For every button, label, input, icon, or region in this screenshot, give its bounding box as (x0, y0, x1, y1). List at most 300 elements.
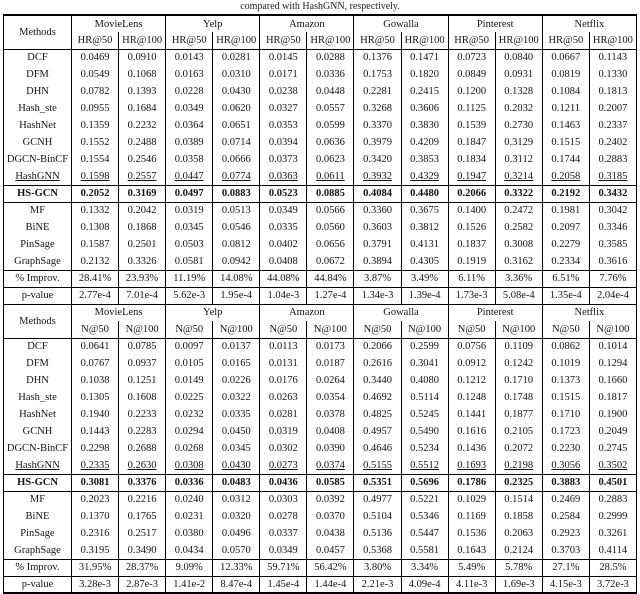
method-name-cell: HS-GCN (4, 185, 72, 202)
table-row (4, 457, 637, 474)
value-cell: 0.3346 (589, 219, 636, 236)
value-cell: 0.2325 (495, 474, 542, 491)
value-cell: 0.3112 (495, 151, 542, 168)
dataset-header-row (4, 304, 637, 321)
value-cell: 1.34e-3 (354, 287, 401, 304)
value-cell: 0.1211 (542, 100, 589, 117)
value-cell: 0.4209 (401, 134, 448, 151)
metric-header: N@50 (166, 321, 213, 338)
value-cell: 0.4329 (401, 168, 448, 185)
value-cell: 1.04e-3 (260, 287, 307, 304)
value-cell: 0.5490 (401, 423, 448, 440)
value-cell: 0.1820 (401, 66, 448, 83)
value-cell: 0.0636 (307, 134, 354, 151)
value-cell: 1.39e-4 (401, 287, 448, 304)
table-caption: compared with HashGNN, respectively. (3, 0, 637, 14)
value-cell: 0.1616 (448, 423, 495, 440)
dataset-header-row (4, 15, 637, 32)
value-cell: 0.0378 (307, 406, 354, 423)
value-cell: 0.3129 (495, 134, 542, 151)
method-name-cell: % Improv. (4, 559, 72, 576)
method-name-cell: Hash_ste (4, 389, 72, 406)
value-cell: 0.1981 (542, 202, 589, 219)
value-cell: 0.5581 (401, 542, 448, 559)
value-cell: 0.1919 (448, 253, 495, 270)
value-cell: 0.0097 (166, 338, 213, 355)
value-cell: 0.0430 (213, 83, 260, 100)
value-cell: 0.0599 (307, 117, 354, 134)
value-cell: 0.3056 (542, 457, 589, 474)
value-cell: 0.1038 (72, 372, 119, 389)
value-cell: 0.0937 (119, 355, 166, 372)
metric-header: N@100 (213, 321, 260, 338)
metric-header: HR@100 (589, 32, 636, 49)
value-cell: 0.0774 (213, 168, 260, 185)
value-cell: 0.2883 (589, 491, 636, 508)
dataset-header: Amazon (260, 304, 354, 321)
value-cell: 31.95% (72, 559, 119, 576)
metric-header: N@50 (260, 321, 307, 338)
value-cell: 0.0228 (166, 83, 213, 100)
value-cell: 0.3932 (354, 168, 401, 185)
value-cell: 0.1837 (448, 236, 495, 253)
value-cell: 0.1858 (495, 508, 542, 525)
value-cell: 0.0408 (260, 253, 307, 270)
method-name-cell: GCNH (4, 134, 72, 151)
value-cell: 0.0225 (166, 389, 213, 406)
value-cell: 0.2488 (119, 134, 166, 151)
method-name-cell: HashGNN (4, 457, 72, 474)
value-cell: 2.04e-4 (589, 287, 636, 304)
value-cell: 23.93% (119, 270, 166, 287)
value-cell: 6.51% (542, 270, 589, 287)
table-row (4, 168, 637, 185)
metric-header: N@50 (448, 321, 495, 338)
value-cell: 0.1684 (119, 100, 166, 117)
value-cell: 0.0345 (213, 440, 260, 457)
value-cell: 0.3830 (401, 117, 448, 134)
dataset-header: MovieLens (72, 304, 166, 321)
value-cell: 0.3042 (589, 202, 636, 219)
value-cell: 0.1817 (589, 389, 636, 406)
value-cell: 0.0171 (260, 66, 307, 83)
value-cell: 0.1643 (448, 542, 495, 559)
value-cell: 0.3502 (589, 457, 636, 474)
table-row (4, 219, 637, 236)
value-cell: 0.0310 (213, 66, 260, 83)
value-cell: 0.2233 (119, 406, 166, 423)
value-cell: 0.0457 (307, 542, 354, 559)
value-cell: 0.2216 (119, 491, 166, 508)
value-cell: 0.3420 (354, 151, 401, 168)
value-cell: 0.3979 (354, 134, 401, 151)
metric-header-row (4, 32, 637, 49)
value-cell: 0.0394 (260, 134, 307, 151)
value-cell: 3.28e-3 (72, 576, 119, 593)
value-cell: 1.45e-4 (260, 576, 307, 593)
value-cell: 0.1877 (495, 406, 542, 423)
value-cell: 0.1109 (495, 338, 542, 355)
table-row (4, 525, 637, 542)
value-cell: 0.3185 (589, 168, 636, 185)
value-cell: 0.0849 (448, 66, 495, 83)
method-name-cell: BiNE (4, 219, 72, 236)
value-cell: 0.1900 (589, 406, 636, 423)
value-cell: 0.0231 (166, 508, 213, 525)
value-cell: 4.11e-3 (448, 576, 495, 593)
method-name-cell: DCF (4, 49, 72, 66)
table-row (4, 338, 637, 355)
value-cell: 0.5234 (401, 440, 448, 457)
value-cell: 0.2469 (542, 491, 589, 508)
value-cell: 1.41e-2 (166, 576, 213, 593)
table-row (4, 66, 637, 83)
value-cell: 0.0812 (213, 236, 260, 253)
methods-header: Methods (4, 15, 72, 49)
value-cell: 0.2546 (119, 151, 166, 168)
value-cell: 0.3162 (495, 253, 542, 270)
value-cell: 0.4501 (589, 474, 636, 491)
value-cell: 0.0840 (495, 49, 542, 66)
value-cell: 7.76% (589, 270, 636, 287)
value-cell: 0.1744 (542, 151, 589, 168)
method-name-cell: Hash_ste (4, 100, 72, 117)
value-cell: 0.1947 (448, 168, 495, 185)
metric-header: HR@100 (495, 32, 542, 49)
dataset-header: Gowalla (354, 304, 448, 321)
value-cell: 0.3326 (119, 253, 166, 270)
value-cell: 0.0294 (166, 423, 213, 440)
value-cell: 0.0336 (166, 474, 213, 491)
value-cell: 14.08% (213, 270, 260, 287)
value-cell: 0.3490 (119, 542, 166, 559)
table-row (4, 287, 637, 304)
value-cell: 0.5114 (401, 389, 448, 406)
table-row (4, 542, 637, 559)
value-cell: 0.0281 (213, 49, 260, 66)
value-cell: 0.0278 (260, 508, 307, 525)
value-cell: 0.1693 (448, 457, 495, 474)
value-cell: 0.0319 (260, 423, 307, 440)
value-cell: 0.2999 (589, 508, 636, 525)
value-cell: 0.1400 (448, 202, 495, 219)
value-cell: 0.1471 (401, 49, 448, 66)
value-cell: 0.3376 (119, 474, 166, 491)
value-cell: 0.1332 (72, 202, 119, 219)
value-cell: 0.0955 (72, 100, 119, 117)
value-cell: 0.0273 (260, 457, 307, 474)
value-cell: 0.1251 (119, 372, 166, 389)
value-cell: 0.0497 (166, 185, 213, 202)
value-cell: 0.2097 (542, 219, 589, 236)
metric-header: HR@50 (166, 32, 213, 49)
table-row (4, 474, 637, 491)
table-row (4, 355, 637, 372)
value-cell: 0.0546 (213, 219, 260, 236)
value-cell: 0.4825 (354, 406, 401, 423)
value-cell: 0.1765 (119, 508, 166, 525)
value-cell: 0.0496 (213, 525, 260, 542)
value-cell: 0.3603 (354, 219, 401, 236)
table-row (4, 440, 637, 457)
value-cell: 0.2337 (589, 117, 636, 134)
metric-header: N@50 (354, 321, 401, 338)
value-cell: 0.0408 (307, 423, 354, 440)
method-name-cell: MF (4, 202, 72, 219)
value-cell: 0.4692 (354, 389, 401, 406)
value-cell: 8.47e-4 (213, 576, 260, 593)
value-cell: 0.0187 (307, 355, 354, 372)
value-cell: 0.0585 (307, 474, 354, 491)
method-name-cell: DHN (4, 83, 72, 100)
value-cell: 0.2582 (495, 219, 542, 236)
table-row (4, 559, 637, 576)
value-cell: 0.0345 (166, 219, 213, 236)
method-name-cell: MF (4, 491, 72, 508)
value-cell: 2.77e-4 (72, 287, 119, 304)
value-cell: 0.0862 (542, 338, 589, 355)
value-cell: 0.1248 (448, 389, 495, 406)
value-cell: 0.5136 (354, 525, 401, 542)
value-cell: 3.49% (401, 270, 448, 287)
value-cell: 0.2198 (495, 457, 542, 474)
value-cell: 0.2232 (119, 117, 166, 134)
value-cell: 0.0322 (213, 389, 260, 406)
value-cell: 0.2279 (542, 236, 589, 253)
value-cell: 0.3081 (72, 474, 119, 491)
value-cell: 0.3322 (495, 185, 542, 202)
table-row (4, 423, 637, 440)
value-cell: 0.2007 (589, 100, 636, 117)
value-cell: 0.0430 (213, 457, 260, 474)
value-cell: 0.0363 (260, 168, 307, 185)
value-cell: 0.1436 (448, 440, 495, 457)
value-cell: 0.4080 (401, 372, 448, 389)
value-cell: 0.2730 (495, 117, 542, 134)
value-cell: 0.4977 (354, 491, 401, 508)
value-cell: 0.1373 (542, 372, 589, 389)
value-cell: 59.71% (260, 559, 307, 576)
method-name-cell: HashNet (4, 117, 72, 134)
value-cell: 0.0885 (307, 185, 354, 202)
value-cell: 0.0320 (213, 508, 260, 525)
table-row (4, 236, 637, 253)
dataset-header: Netflix (542, 304, 636, 321)
value-cell: 0.0354 (307, 389, 354, 406)
table-row (4, 389, 637, 406)
value-cell: 0.3703 (542, 542, 589, 559)
value-cell: 9.09% (166, 559, 213, 576)
value-cell: 0.2584 (542, 508, 589, 525)
value-cell: 0.0319 (166, 202, 213, 219)
table-row (4, 83, 637, 100)
value-cell: 44.08% (260, 270, 307, 287)
value-cell: 0.0560 (307, 219, 354, 236)
table-row (4, 372, 637, 389)
value-cell: 0.5351 (354, 474, 401, 491)
value-cell: 0.4305 (401, 253, 448, 270)
value-cell: 4.09e-4 (401, 576, 448, 593)
value-cell: 5.62e-3 (166, 287, 213, 304)
value-cell: 0.3195 (72, 542, 119, 559)
metric-header-row (4, 321, 637, 338)
value-cell: 0.0268 (166, 440, 213, 457)
value-cell: 0.1748 (495, 389, 542, 406)
value-cell: 0.1587 (72, 236, 119, 253)
value-cell: 0.2630 (119, 457, 166, 474)
value-cell: 0.1443 (72, 423, 119, 440)
value-cell: 0.1441 (448, 406, 495, 423)
value-cell: 0.1847 (448, 134, 495, 151)
value-cell: 0.5368 (354, 542, 401, 559)
table-row (4, 406, 637, 423)
metric-header: HR@100 (307, 32, 354, 49)
value-cell: 0.3675 (401, 202, 448, 219)
value-cell: 0.1526 (448, 219, 495, 236)
value-cell: 0.1294 (589, 355, 636, 372)
value-cell: 0.2283 (119, 423, 166, 440)
metric-header: N@50 (542, 321, 589, 338)
value-cell: 0.2023 (72, 491, 119, 508)
method-name-cell: DGCN-BinCF (4, 151, 72, 168)
methods-header: Methods (4, 304, 72, 338)
value-cell: 0.0335 (260, 219, 307, 236)
value-cell: 0.1200 (448, 83, 495, 100)
value-cell: 3.34% (401, 559, 448, 576)
value-cell: 0.0163 (166, 66, 213, 83)
value-cell: 0.0483 (213, 474, 260, 491)
value-cell: 0.4084 (354, 185, 401, 202)
value-cell: 0.3606 (401, 100, 448, 117)
value-cell: 0.2599 (401, 338, 448, 355)
value-cell: 0.1463 (542, 117, 589, 134)
method-name-cell: DFM (4, 66, 72, 83)
value-cell: 0.1376 (354, 49, 401, 66)
value-cell: 0.1514 (495, 491, 542, 508)
value-cell: 0.3853 (401, 151, 448, 168)
method-name-cell: GraphSage (4, 253, 72, 270)
value-cell: 0.3360 (354, 202, 401, 219)
value-cell: 0.1786 (448, 474, 495, 491)
value-cell: 0.4957 (354, 423, 401, 440)
value-cell: 0.3432 (589, 185, 636, 202)
value-cell: 0.0145 (260, 49, 307, 66)
value-cell: 0.0335 (213, 406, 260, 423)
value-cell: 0.3041 (401, 355, 448, 372)
value-cell: 0.0666 (213, 151, 260, 168)
method-name-cell: DCF (4, 338, 72, 355)
value-cell: 0.1834 (448, 151, 495, 168)
value-cell: 0.2132 (72, 253, 119, 270)
value-cell: 0.2042 (119, 202, 166, 219)
value-cell: 0.0438 (307, 525, 354, 542)
value-cell: 0.1940 (72, 406, 119, 423)
value-cell: 0.0513 (213, 202, 260, 219)
value-cell: 0.0651 (213, 117, 260, 134)
value-cell: 0.3261 (589, 525, 636, 542)
method-name-cell: DGCN-BinCF (4, 440, 72, 457)
value-cell: 2.21e-3 (354, 576, 401, 593)
value-cell: 0.0566 (307, 202, 354, 219)
value-cell: 0.5447 (401, 525, 448, 542)
metric-header: HR@50 (354, 32, 401, 49)
method-name-cell: HS-GCN (4, 474, 72, 491)
value-cell: 28.5% (589, 559, 636, 576)
value-cell: 0.0436 (260, 474, 307, 491)
metric-header: N@100 (401, 321, 448, 338)
value-cell: 0.0767 (72, 355, 119, 372)
value-cell: 0.2105 (495, 423, 542, 440)
value-cell: 0.0714 (213, 134, 260, 151)
value-cell: 0.0883 (213, 185, 260, 202)
value-cell: 0.1370 (72, 508, 119, 525)
value-cell: 1.35e-4 (542, 287, 589, 304)
value-cell: 0.0264 (307, 372, 354, 389)
value-cell: 0.2298 (72, 440, 119, 457)
value-cell: 28.41% (72, 270, 119, 287)
value-cell: 0.0756 (448, 338, 495, 355)
value-cell: 4.15e-3 (542, 576, 589, 593)
value-cell: 5.49% (448, 559, 495, 576)
value-cell: 0.2616 (354, 355, 401, 372)
value-cell: 0.0336 (307, 66, 354, 83)
value-cell: 0.0557 (307, 100, 354, 117)
value-cell: 0.0349 (166, 100, 213, 117)
value-cell: 3.87% (354, 270, 401, 287)
value-cell: 0.0782 (72, 83, 119, 100)
metric-header: HR@100 (213, 32, 260, 49)
value-cell: 3.80% (354, 559, 401, 576)
value-cell: 0.1019 (542, 355, 589, 372)
value-cell: 0.0353 (260, 117, 307, 134)
table-row (4, 253, 637, 270)
metric-header: HR@50 (72, 32, 119, 49)
value-cell: 0.3008 (495, 236, 542, 253)
value-cell: 0.3894 (354, 253, 401, 270)
value-cell: 0.2517 (119, 525, 166, 542)
value-cell: 0.0374 (307, 457, 354, 474)
table-row (4, 508, 637, 525)
value-cell: 0.0623 (307, 151, 354, 168)
value-cell: 0.0364 (166, 117, 213, 134)
value-cell: 1.27e-4 (307, 287, 354, 304)
metric-header: N@50 (72, 321, 119, 338)
value-cell: 0.1868 (119, 219, 166, 236)
value-cell: 0.1598 (72, 168, 119, 185)
value-cell: 0.2066 (354, 338, 401, 355)
value-cell: 0.1330 (589, 66, 636, 83)
value-cell: 0.0358 (166, 151, 213, 168)
method-name-cell: p-value (4, 287, 72, 304)
value-cell: 28.37% (119, 559, 166, 576)
method-name-cell: BiNE (4, 508, 72, 525)
method-name-cell: PinSage (4, 236, 72, 253)
value-cell: 0.5221 (401, 491, 448, 508)
value-cell: 0.1242 (495, 355, 542, 372)
value-cell: 0.0349 (260, 202, 307, 219)
value-cell: 0.0373 (260, 151, 307, 168)
value-cell: 0.0931 (495, 66, 542, 83)
value-cell: 11.19% (166, 270, 213, 287)
method-name-cell: GraphSage (4, 542, 72, 559)
value-cell: 12.33% (213, 559, 260, 576)
value-cell: 0.2335 (72, 457, 119, 474)
value-cell: 0.0337 (260, 525, 307, 542)
value-cell: 1.69e-3 (495, 576, 542, 593)
value-cell: 0.2058 (542, 168, 589, 185)
value-cell: 1.73e-3 (448, 287, 495, 304)
value-cell: 0.0656 (307, 236, 354, 253)
